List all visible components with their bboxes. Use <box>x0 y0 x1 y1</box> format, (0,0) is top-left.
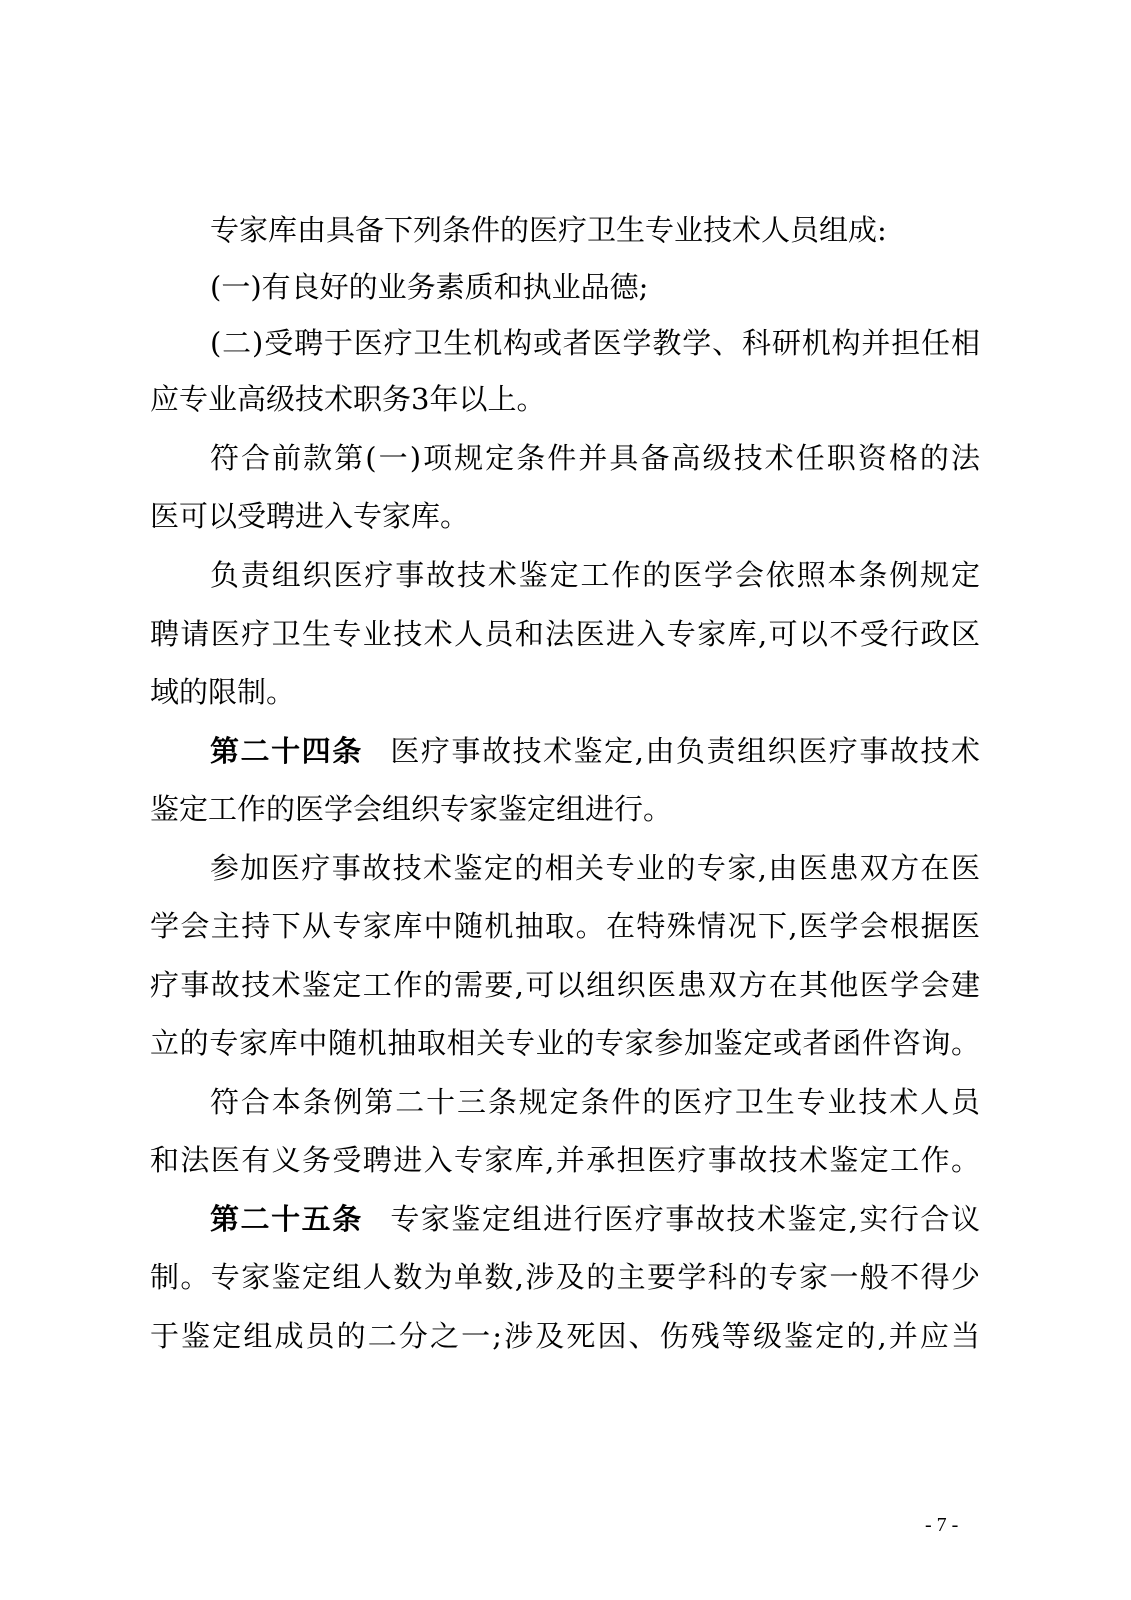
article-25-line <box>210 1194 980 1244</box>
paragraph-line: 学会主持下从专家库中随机抽取。在特殊情况下,医学会根据医 <box>150 909 980 943</box>
paragraph-line: 立的专家库中随机抽取相关专业的专家参加鉴定或者函件咨询。 <box>150 1026 980 1060</box>
paragraph-line: 专家库由具备下列条件的医疗卫生专业技术人员组成: <box>210 213 887 247</box>
paragraph-line: 疗事故技术鉴定工作的需要,可以组织医患双方在其他医学会建 <box>150 968 980 1002</box>
paragraph-line: 负责组织医疗事故技术鉴定工作的医学会依照本条例规定 <box>210 558 980 592</box>
paragraph-line: 于鉴定组成员的二分之一;涉及死因、伤残等级鉴定的,并应当 <box>150 1319 980 1353</box>
paragraph-line: (二)受聘于医疗卫生机构或者医学教学、科研机构并担任相 <box>210 326 980 360</box>
paragraph-line: 域的限制。 <box>150 675 296 709</box>
article-25-text: 专家鉴定组进行医疗事故技术鉴定,实行合议 <box>388 1202 980 1236</box>
paragraph-line: 制。专家鉴定组人数为单数,涉及的主要学科的专家一般不得少 <box>150 1260 980 1294</box>
paragraph-line: 符合本条例第二十三条规定条件的医疗卫生专业技术人员 <box>210 1085 980 1119</box>
article-24-line <box>210 726 980 776</box>
article-24-text: 医疗事故技术鉴定,由负责组织医疗事故技术 <box>388 734 980 768</box>
page-number: - 7 - <box>925 1514 959 1536</box>
article-24-heading: 第二十四条 <box>210 734 363 768</box>
paragraph-line: 和法医有义务受聘进入专家库,并承担医疗事故技术鉴定工作。 <box>150 1143 980 1177</box>
paragraph-line: 聘请医疗卫生专业技术人员和法医进入专家库,可以不受行政区 <box>150 617 980 651</box>
paragraph-line: 医可以受聘进入专家库。 <box>150 499 470 533</box>
paragraph-line: (一)有良好的业务素质和执业品德; <box>210 270 649 304</box>
paragraph-line: 应专业高级技术职务3年以上。 <box>150 382 546 416</box>
article-25-heading: 第二十五条 <box>210 1202 363 1236</box>
paragraph-line: 鉴定工作的医学会组织专家鉴定组进行。 <box>150 792 673 826</box>
paragraph-line: 符合前款第(一)项规定条件并具备高级技术任职资格的法 <box>210 441 980 475</box>
paragraph-line: 参加医疗事故技术鉴定的相关专业的专家,由医患双方在医 <box>210 851 980 885</box>
